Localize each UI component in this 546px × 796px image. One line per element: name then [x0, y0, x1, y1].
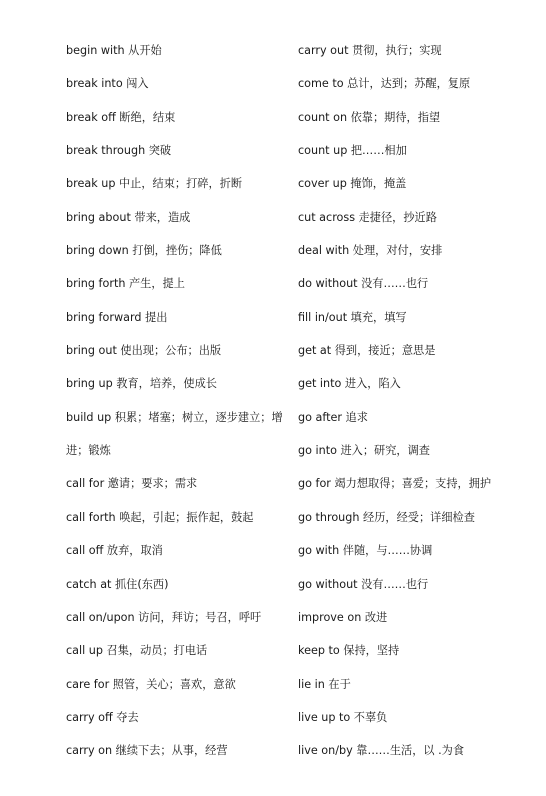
phrase-entry: go into 进入；研究，调查 — [298, 444, 430, 458]
phrase-entry: break into 闯入 — [66, 77, 149, 91]
phrase-entry: count up 把……相加 — [298, 144, 407, 158]
phrase-entry: call up 召集，动员；打电话 — [66, 644, 208, 658]
phrase-entry: deal with 处理，对付，安排 — [298, 244, 443, 258]
phrase-entry: call for 邀请；要求；需求 — [66, 477, 198, 491]
phrase-entry: go after 追求 — [298, 410, 368, 424]
phrase-entry: count on 依靠；期待，指望 — [298, 110, 441, 124]
phrase-entry: carry on 继续下去；从事，经营 — [66, 744, 228, 758]
phrase-entry: begin with 从开始 — [66, 44, 162, 57]
phrase-entry: get into 进入，陷入 — [298, 377, 401, 391]
phrase-entry: care for 照管，关心；喜欢，意欲 — [66, 677, 236, 691]
phrase-entry: bring up 教育，培养，使成长 — [66, 377, 217, 391]
phrase-entry: live on/by 靠……生活，以 .为食 — [298, 744, 465, 758]
phrase-entry: do without 没有……也行 — [298, 277, 429, 291]
phrase-entry: call on/upon 访问，拜访；号召，呼吁 — [66, 610, 262, 624]
phrase-entry: bring down 打倒，挫伤；降低 — [66, 244, 222, 258]
phrase-list-right — [298, 34, 538, 768]
phrase-entry: go without 没有……也行 — [298, 577, 429, 591]
phrase-entry: break up 中止，结束；打碎，折断 — [66, 177, 243, 191]
phrase-entry: go through 经历，经受；详细检查 — [298, 510, 475, 524]
phrase-entry: keep to 保持，坚持 — [298, 644, 400, 658]
phrase-entry: call off 放弃，取消 — [66, 544, 163, 558]
phrase-entry: bring about 带来，造成 — [66, 210, 191, 224]
phrase-entry: break through 突破 — [66, 144, 172, 158]
phrase-entry: 进；锻炼 — [66, 444, 111, 458]
phrase-entry: cover up 掩饰，掩盖 — [298, 177, 407, 191]
phrase-list-left — [66, 34, 288, 768]
phrase-entry: go for 竭力想取得；喜爱；支持，拥护 — [298, 477, 492, 491]
phrase-entry: carry off 夺去 — [66, 710, 139, 724]
phrase-entry: lie in 在于 — [298, 677, 351, 691]
phrase-entry: break off 断绝，结束 — [66, 110, 176, 124]
phrase-entry: bring forward 提出 — [66, 310, 168, 324]
phrase-entry: catch at 抓住(东西) — [66, 577, 169, 591]
phrase-entry: live up to 不辜负 — [298, 710, 388, 724]
phrase-entry: bring forth 产生，提上 — [66, 277, 185, 291]
phrase-entry: build up 积累；堵塞；树立，逐步建立；增 — [66, 410, 283, 424]
phrase-entry: bring out 使出现；公布；出版 — [66, 344, 222, 358]
phrase-entry: go with 伴随，与……协调 — [298, 544, 433, 558]
phrase-entry: cut across 走捷径，抄近路 — [298, 210, 437, 224]
phrase-entry: call forth 唤起，引起；振作起，鼓起 — [66, 510, 254, 524]
phrase-entry: improve on 改进 — [298, 610, 388, 624]
phrase-entry: come to 总计，达到；苏醒，复原 — [298, 77, 471, 91]
phrase-entry: fill in/out 填充，填写 — [298, 310, 407, 324]
phrase-entry: carry out 贯彻，执行；实现 — [298, 44, 442, 57]
phrase-entry: get at 得到，接近；意思是 — [298, 344, 436, 358]
